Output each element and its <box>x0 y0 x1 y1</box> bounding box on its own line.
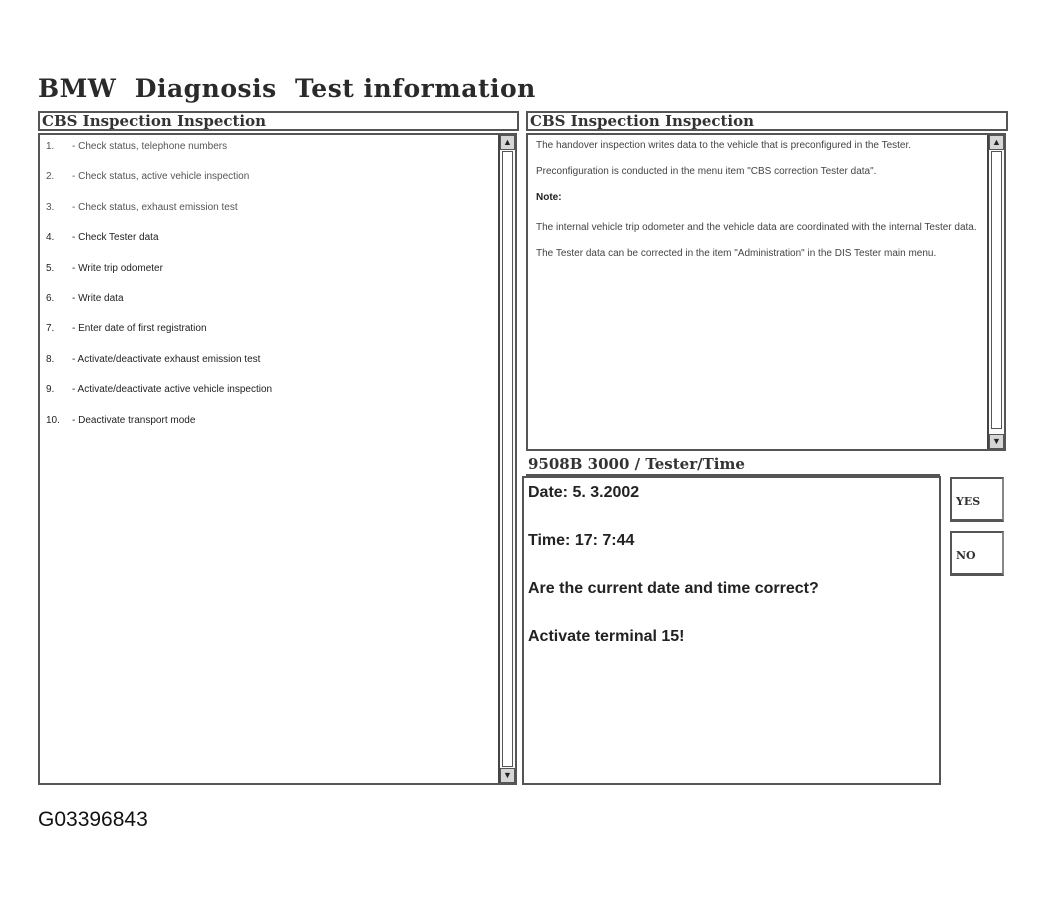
test-item-number: 9. <box>46 384 55 396</box>
test-item-5[interactable] <box>46 263 272 293</box>
test-item-label: - Check status, active vehicle inspection <box>72 171 250 183</box>
test-item-2[interactable] <box>46 171 272 201</box>
test-item-7[interactable] <box>46 323 272 353</box>
dialog-text <box>528 484 819 676</box>
test-item-label: - Check status, telephone numbers <box>72 141 228 152</box>
note-body: The internal vehicle trip odometer and the vehicle data are coordinated with the internal Tester data. The Tester data can be corrected in the item "Administration" in the DIS Tester main menu. <box>536 222 977 259</box>
test-item-number: 4. <box>46 232 55 244</box>
scroll-down-arrow-icon[interactable]: ▼ <box>500 768 515 783</box>
figure-code: G03396843 <box>38 808 148 831</box>
test-item-4[interactable] <box>46 232 272 262</box>
test-item-number: 10. <box>46 414 60 426</box>
test-item-number: 1. <box>46 141 55 152</box>
test-item-number: 6. <box>46 292 55 304</box>
test-item-label: - Deactivate transport mode <box>72 414 196 426</box>
scroll-down-arrow-icon[interactable]: ▼ <box>989 434 1004 449</box>
test-item-label: - Write data <box>72 292 124 304</box>
test-list-scrollbar[interactable] <box>498 135 515 783</box>
info-panel-header: CBS Inspection Inspection <box>526 111 1008 131</box>
scroll-thumb[interactable] <box>502 151 513 767</box>
test-item-number: 8. <box>46 353 55 365</box>
instruction-text: Activate terminal 15! <box>528 628 685 645</box>
test-item-label: - Activate/deactivate active vehicle inspection <box>72 384 273 396</box>
test-list <box>46 141 272 445</box>
time-readout: Time: 17: 7:44 <box>528 532 635 549</box>
test-item-label: - Check Tester data <box>72 232 159 244</box>
no-button[interactable]: NO <box>950 531 1004 576</box>
note-label: Note: <box>536 192 562 203</box>
test-item-6[interactable] <box>46 293 272 323</box>
test-item-label: - Check status, exhaust emission test <box>72 201 238 213</box>
test-item-8[interactable] <box>46 354 272 384</box>
date-readout: Date: 5. 3.2002 <box>528 484 640 501</box>
yes-button[interactable]: YES <box>950 477 1004 522</box>
confirm-question: Are the current date and time correct? <box>528 580 819 597</box>
scroll-thumb[interactable] <box>991 151 1002 429</box>
test-item-number: 5. <box>46 262 55 274</box>
info-paragraph: The handover inspection writes data to the vehicle that is preconfigured in the Tester. <box>536 140 912 151</box>
dialog-panel <box>522 476 941 785</box>
test-item-number: 7. <box>46 323 55 335</box>
test-item-label: - Write trip odometer <box>72 262 163 274</box>
info-paragraph: Preconfiguration is conducted in the menu item "CBS correction Tester data". <box>536 166 877 177</box>
test-item-label: - Activate/deactivate exhaust emission test <box>72 353 261 365</box>
info-panel <box>526 133 1006 451</box>
test-item-label: - Enter date of first registration <box>72 323 207 335</box>
test-item-9[interactable] <box>46 384 272 414</box>
scroll-up-arrow-icon[interactable]: ▲ <box>989 135 1004 150</box>
test-item-number: 3. <box>46 201 55 213</box>
test-list-header: CBS Inspection Inspection <box>38 111 519 131</box>
app-title: BMW Diagnosis Test information <box>38 74 536 103</box>
test-item-3[interactable] <box>46 202 272 232</box>
dialog-header: 9508B 3000 / Tester/Time <box>526 456 940 476</box>
info-scrollbar[interactable] <box>987 135 1004 449</box>
test-list-panel <box>38 133 517 785</box>
test-item-number: 2. <box>46 171 55 183</box>
test-item-1[interactable] <box>46 141 272 171</box>
scroll-up-arrow-icon[interactable]: ▲ <box>500 135 515 150</box>
info-text <box>536 139 980 279</box>
test-item-10[interactable] <box>46 415 272 445</box>
